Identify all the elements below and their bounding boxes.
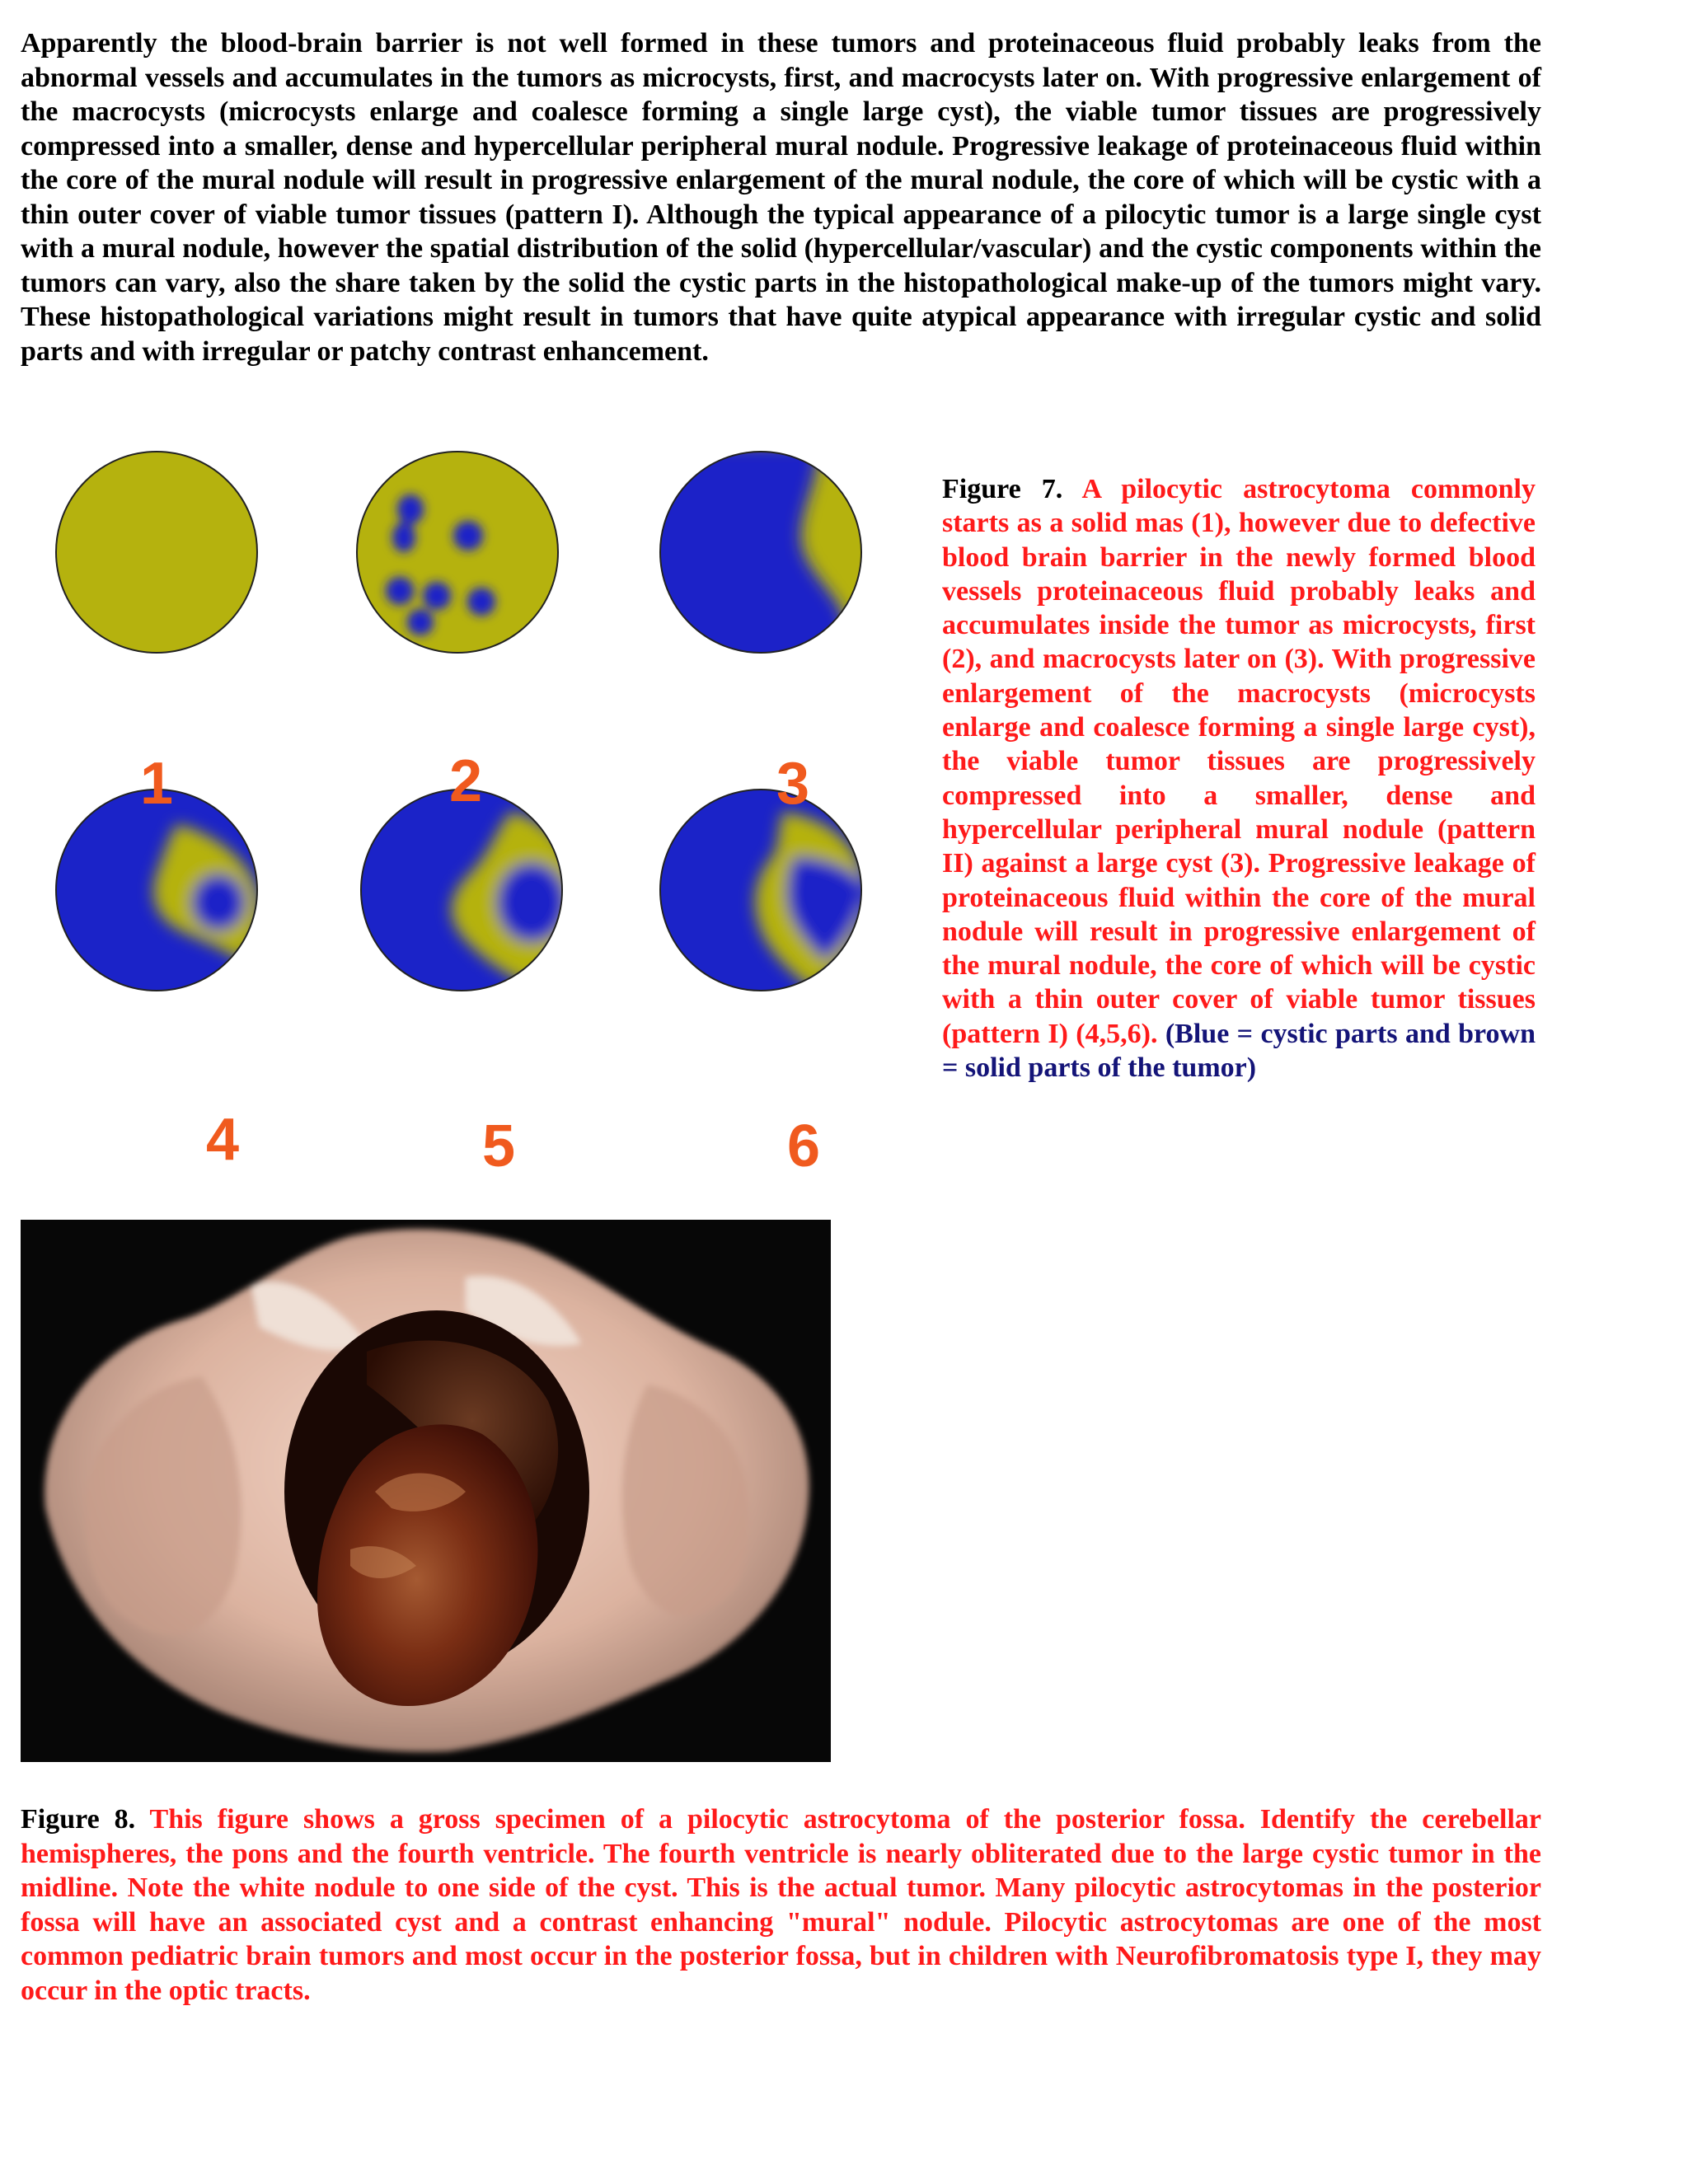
stage-6-circle xyxy=(660,790,865,991)
panel-number-1: 1 xyxy=(139,751,174,817)
figure7-diagram xyxy=(33,445,931,1187)
intro-paragraph: Apparently the blood-brain barrier is not well formed in these tumors and proteinaceous fluid probably leaks from the abnormal vessels and accumulates in the tumors as microcysts, first, and macrocysts later on. With progressive enlargement of the macrocysts (microcysts enlarge and coalesce forming a single large cyst), the viable tumor tissues are progressively compressed into a smaller, dense and hypercellular peripheral mural nodule. Progressive leakage of proteinaceous fluid within the core of the mural nodule will result in progressive enlargement of the mural nodule, the core of which will be cystic with a thin outer cover of viable tumor tissues (pattern I). Although the typical appearance of a pilocytic tumor is a large single cyst with a mural nodule, however the spatial distribution of the solid (hypercellular/vascular) and the cystic components within the tumors can vary, also the share taken by the solid the cystic parts in the histopathological make-up of the tumors might vary. These histopathological variations might result in tumors that have quite atypical appearance with irregular cystic and solid parts and with irregular or patchy contrast enhancement. xyxy=(21,28,1541,367)
stage-1-circle xyxy=(56,452,257,653)
figure8-label: Figure 8. xyxy=(21,1804,136,1835)
gross-specimen-photo xyxy=(21,1220,831,1762)
panel-number-6: 6 xyxy=(786,1113,821,1179)
figure7-legend: (Blue = cystic parts and brown = solid parts of the tumor) xyxy=(942,1018,1536,1084)
figure7-label: Figure 7. xyxy=(942,474,1063,504)
figure8-text: This figure shows a gross specimen of a pilocytic astrocytoma of the posterior fossa. Identify the cerebellar hemispheres, the pons and the fourth ventricle. The fourth ventricle is nearly obliterated due to the large cystic tumor in the midline. Note the white nodule to one side of the cyst. This is the actual tumor. Many pilocytic astrocytomas in the posterior fossa will have an associated cyst and a contrast enhancing "mural" nodule. Pilocytic astrocytomas are one of the most common pediatric brain tumors and most occur in the posterior fossa, but in children with Neurofibromatosis type I, they may occur in the optic tracts. xyxy=(21,1804,1541,2006)
stage-5-circle xyxy=(361,790,578,991)
panel-number-4: 4 xyxy=(205,1107,240,1173)
stage-3-circle xyxy=(643,445,861,676)
panel-number-2: 2 xyxy=(448,748,483,814)
stage-2-circle xyxy=(357,452,558,653)
figure7-text: A pilocytic astrocytoma commonly starts as a solid mas (1), however due to defective blood brain barrier in the newly formed blood vessels proteinaceous fluid probably leaks and accumulates inside the tumor as microcysts, first (2), and macrocysts later on (3). With progressive enlargement of the macrocysts (microcysts enlarge and coalesce forming a single large cyst), the viable tumor tissues are progressively compressed into a smaller, dense and hypercellular peripheral mural nodule (pattern II) against a large cyst (3). Progressive leakage of proteinaceous fluid within the core of the mural nodule will result in progressive enlargement of the mural nodule, the core of which will be cystic with a thin outer cover of viable tumor tissues (pattern I) (4,5,6). xyxy=(942,474,1536,1049)
figure7-caption xyxy=(942,472,1536,1085)
stage-4-circle xyxy=(56,790,260,991)
panel-number-5: 5 xyxy=(481,1113,516,1179)
figure8-caption xyxy=(21,1802,1541,2008)
panel-number-3: 3 xyxy=(776,751,810,817)
